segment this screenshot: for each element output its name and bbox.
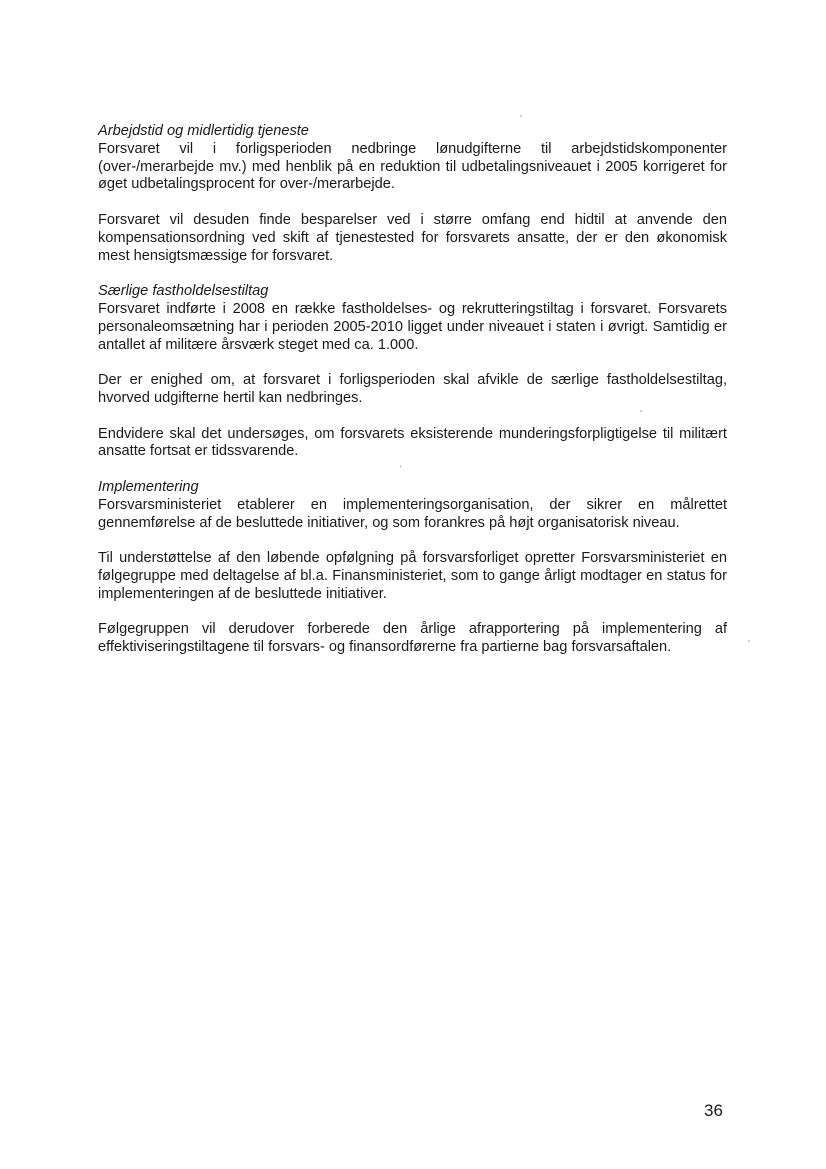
paragraph: Der er enighed om, at forsvaret i forligsperioden skal afvikle de særlige fastholdelsestiltag, hvorved udgifterne hertil kan nedbringes. [98, 372, 727, 406]
paragraph: Forsvaret vil i forligsperioden nedbringe lønudgifterne til arbejdstidskomponenter (over-/merarbejde mv.) med henblik på en reduktion til udbetalingsniveauet i 2005 korrigeret for øget udbetalingsprocent for over-/merarbejde. [98, 140, 727, 193]
paragraph: Forsvarsministeriet etablerer en implementeringsorganisation, der sikrer en målrettet gennemførelse af de besluttede initiativer, og som forankres på højt organisatorisk niveau. [98, 496, 727, 531]
scan-speck [400, 465, 401, 468]
paragraph: Endvidere skal det undersøges, om forsvarets eksisterende munderingsforpligtigelse til militært ansatte fortsat er tidssvarende. [98, 425, 727, 460]
paragraph-gap [98, 194, 727, 212]
scan-speck [520, 115, 522, 117]
scan-speck [748, 640, 750, 642]
document-body [98, 123, 727, 657]
section-heading: Implementering [98, 478, 199, 495]
section-implementation [98, 479, 727, 657]
section-heading: Arbejdstid og midlertidig tjeneste [98, 123, 309, 139]
paragraph: Følgegruppen vil derudover forberede den årlige afrapportering på implementering af effektiviseringstiltagene til forsvars- og finansordførerne fra partierne bag forsvarsaftalen. [98, 621, 727, 656]
paragraph-gap [98, 408, 727, 426]
paragraph-gap [98, 532, 727, 550]
paragraph: Forsvaret vil desuden finde besparelser ved i større omfang end hidtil at anvende den kompensationsordning ved skift af tjenestested for forsvarets ansatte, der er den økonomisk mest hensigtsmæssige for forsvaret. [98, 211, 727, 264]
section-working-time [98, 123, 727, 265]
section-heading: Særlige fastholdelsestiltag [98, 283, 269, 300]
section-gap [98, 265, 727, 283]
paragraph: Til understøttelse af den løbende opfølgning på forsvarsforliget opretter Forsvarsministeriet en følgegruppe med deltagelse af bl.a. Finansministeriet, som to gange årligt modtager en status for implementeringen af de besluttede initiativer. [98, 550, 727, 602]
scan-speck [290, 210, 291, 211]
paragraph: Forsvaret indførte i 2008 en række fastholdelses- og rekrutteringstiltag i forsvaret. Forsvarets personaleomsætning har i perioden 2005-2010 ligget under niveauet i staten i øvrigt. Samtidig er antallet af militære årsværk steget med ca. 1.000. [98, 300, 727, 353]
section-gap [98, 461, 727, 479]
section-retention-measures [98, 283, 727, 461]
paragraph-gap [98, 354, 727, 372]
paragraph-gap [98, 604, 727, 622]
scan-speck [640, 410, 642, 412]
page-number: 36 [704, 1101, 723, 1120]
